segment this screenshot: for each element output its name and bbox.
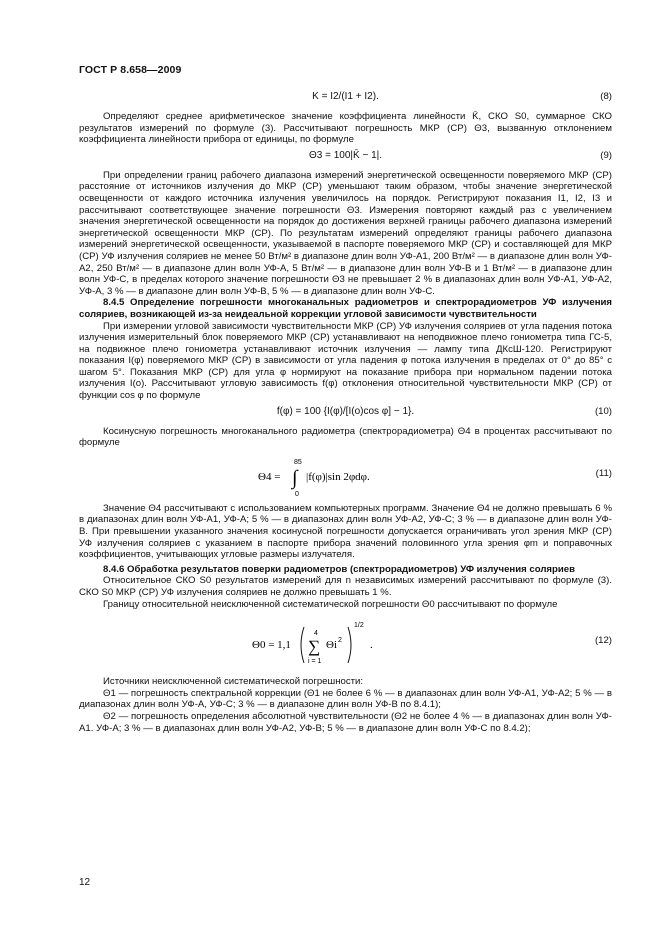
document-header: ГОСТ Р 8.658—2009: [79, 64, 182, 76]
paragraph-9: Θ1 — погрешность спектральной коррекции (Θ1 не более 6 % — в диапазонах длин волн УФ-А1, УФ-А2; 5 % — в диапазонах длин волн УФ-А, УФ-С; 3 % — в диапазоне длин волн УФ-В по 8.4.1);: [79, 687, 612, 711]
section-heading-8-4-6: 8.4.6 Обработка результатов поверки радиометров (спектрорадиометров) УФ излучения соляриев: [103, 563, 576, 575]
paragraph-1: Определяют среднее арифметическое значение коэффициента линейности K̄, СКО S0, суммарное СКО результатов измерений по формуле (3). Рассчитывают погрешность МКР (СР) Θ3, вызванную отклонением коэффициента линейности прибора от единицы, по формуле: [79, 111, 612, 146]
left-paren: [301, 627, 304, 663]
paragraph-4: Косинусную погрешность многоканального радиометра (спектрорадиометра) Θ4 в процентах рассчитывают по формуле: [79, 425, 612, 449]
equation-12-number: (12): [594, 635, 612, 647]
equation-12-lhs: Θ0 = 1,1: [251, 639, 291, 652]
paragraph-5: Значение Θ4 рассчитывают с использованием компьютерных программ. Значение Θ4 не должно превышать 6 % в диапазонах длин волн УФ-А1, УФ-А; 5 % — в диапазонах длин волн УФ-А2, УФ-С; 3 % — в диапазоне длин волн УФ-В. При превышении указанного значения косинусной погрешности допускается ограничивать угол зрения МКР (СР) УФ излучения соляриев с указанием в паспорте прибора значений половинного угла зрения φm и поправочных коэффициентов, учитывающих угловые размеры излучателя.: [79, 502, 612, 561]
paragraph-6: Относительное СКО S0 результатов измерений для n независимых измерений рассчитывают по формуле (3). СКО S0 МКР (СР) УФ излучения соляриев не должно превышать 1 %.: [79, 575, 612, 598]
page-number: 12: [79, 877, 91, 888]
equation-10: [79, 406, 612, 422]
equation-11-lower-limit: 0: [294, 490, 299, 498]
equation-11: [79, 454, 612, 498]
equation-12-dot: .: [369, 639, 373, 652]
equation-10-number: (10): [594, 405, 612, 417]
equation-11-lhs: Θ4 =: [257, 470, 280, 483]
paragraph-7: Границу относительной неисключенной систематической погрешности Θ0 рассчитывают по формуле: [103, 598, 558, 610]
equation-12-term: Θi: [325, 639, 337, 652]
sum-sign: ∑: [307, 637, 320, 657]
right-paren: [348, 627, 351, 663]
paragraph-3: При измерении угловой зависимости чувствительности МКР (СР) УФ излучения соляриев от угла падения потока излучения измерительный блок поверяемого МКР (СР) устанавливают на неподвижное плечо гониометра типа ГС-5, на подвижное плечо гониометра устанавливают источник излучения — лампу типа ДКсШ-120. Регистрируют показания I(φ) поверяемого МКР (СР) в зависимости от угла падения φ потока излучения в пределах от 0° до 85° с шагом 5°. Показания МКР (СР) для угла φ нормируют на показание прибора при нормальном падении потока излучения I(o). Рассчитывают угловую зависимость f(φ) отклонения относительной чувствительности МКР (СР) от функции cos φ по формуле: [79, 320, 612, 402]
document-body: [79, 87, 612, 734]
equation-12-upper-limit: 4: [313, 630, 318, 638]
paragraph-10: Θ2 — погрешность определения абсолютной чувствительности (Θ2 не более 4 % — в диапазонах длин волн УФ-А1. УФ-А; 3 % — в диапазонах длин волн УФ-А2, УФ-В; 5 % — в диапазоне длин волн УФ-С по 8.4.2);: [79, 710, 612, 734]
equation-12: [79, 615, 612, 671]
section-heading-8-4-5: 8.4.5 Определение погрешности многоканальных радиометров и спектрорадиометров УФ излучения соляриев, возникающей из-за неидеальной коррекции угловой зависимости чувствительности: [79, 297, 612, 320]
integral-sign: ∫: [291, 466, 297, 489]
equation-9-number: (9): [600, 149, 612, 161]
equation-10-formula: f(φ) = 100 {I(φ)/[I(o)cos φ] − 1}.: [276, 405, 415, 417]
equation-12-square: 2: [337, 637, 342, 645]
equation-11-graphic: [246, 454, 446, 498]
equation-8-formula: K = I2/(I1 + I2).: [312, 91, 379, 102]
paragraph-8: Источники неисключенной систематической погрешности:: [103, 676, 364, 688]
equation-11-number: (11): [595, 467, 612, 479]
equation-8: [79, 91, 612, 107]
equation-8-number: (8): [600, 91, 612, 102]
equation-12-graphic: [246, 615, 446, 671]
paragraph-2: При определении границ рабочего диапазона измерений энергетической освещенности поверяемого МКР (СР) расстояние от источников излучения до МКР (СР) уменьшают таким образом, чтобы значение энергетической освещенности от каждого источника излучения увеличилось на порядок. Регистрируют показания I1, I2, I3 и рассчитывают соответствующее значение погрешности Θ3. Измерения повторяют каждый раз с увеличением значения энергетической освещенности на порядок до достижения верхней границы рабочего диапазона измерений энергетической освещенности МКР (СР). По результатам измерений определяют границы рабочего диапазона измерений энергетической освещенности, указываемой в паспорте поверяемого МКР (СР) и составляющей для МКР (СР) УФ излучения соляриев не менее 50 Вт/м² в диапазоне длин волн УФ-А1, 200 Вт/м² — в диапазоне длин волн УФ-А2, 250 Вт/м² — в диапазоне длин волн УФ-А, 5 Вт/м² — в диапазоне длин волн УФ-В и 1 Вт/м² — в диапазоне длин волн УФ-С, в пределах которого значение погрешности Θ3 не превышает 2 % в диапазонах длин волн УФ-А1, УФ-А2, УФ-А, 3 % — в диапазоне длин волн УФ-В, 5 % — в диапазоне длин волн УФ-С.: [79, 169, 612, 297]
equation-9-formula: Θ3 = 100|K̄ − 1|.: [308, 149, 383, 161]
equation-9: [79, 150, 612, 166]
equation-11-integrand: |f(φ)|sin 2φdφ.: [305, 470, 370, 483]
equation-11-upper-limit: 85: [293, 458, 302, 466]
equation-12-lower-limit: i = 1: [307, 658, 321, 666]
equation-12-power: 1/2: [353, 622, 364, 630]
